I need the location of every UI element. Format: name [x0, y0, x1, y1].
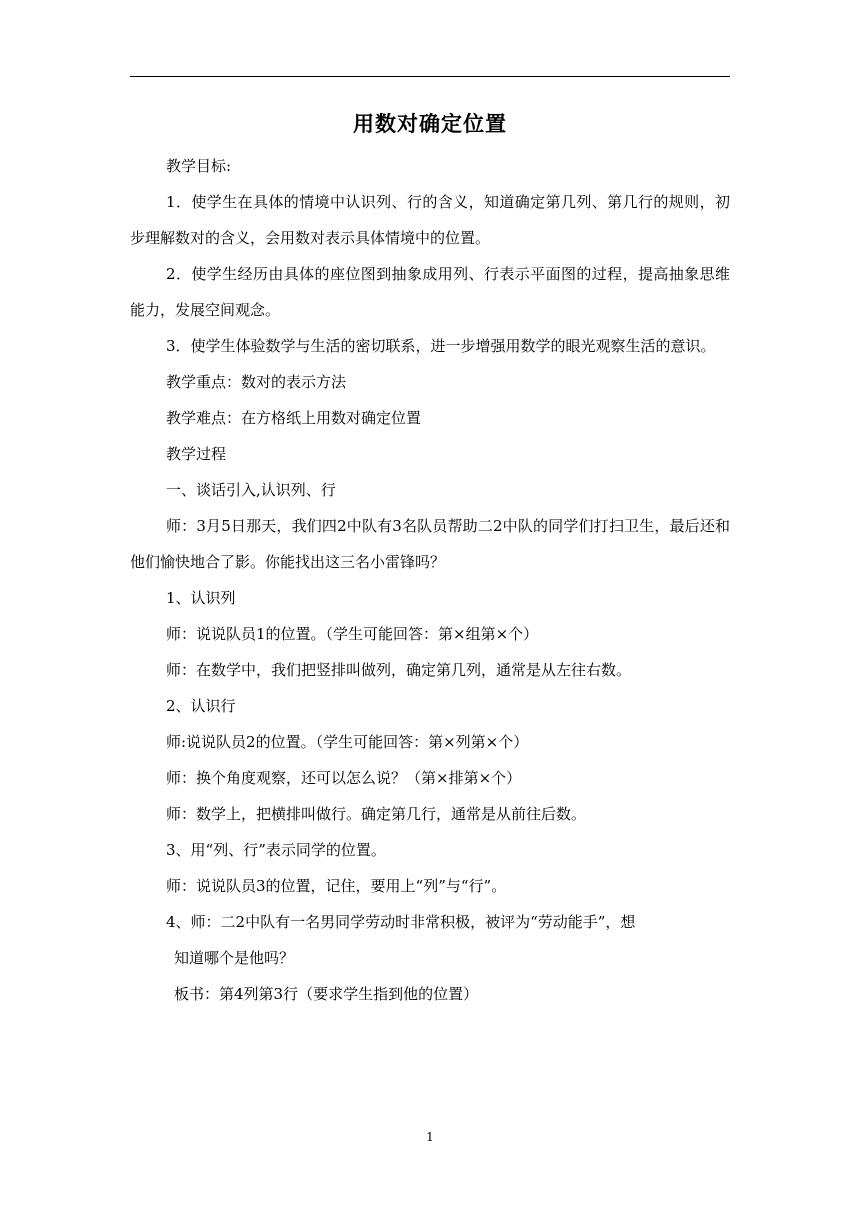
paragraph-section-1-heading: 一、谈话引入,认识列、行 [166, 481, 336, 499]
paragraph-objective-1: 1．使学生在具体的情境中认识列、行的含义，知道确定第几列、第几行的规则，初步理解数对的含义，会用数对表示具体情境中的位置。 [130, 193, 730, 247]
paragraph-teacher-intro: 师：3月5日那天，我们四2中队有3名队员帮助二2中队的同学们打扫卫生，最后还和他们愉快地合了影。你能找出这三名小雷锋吗？ [130, 517, 730, 571]
paragraph-teacher-labor-star-cont: 知道哪个是他吗？ [174, 949, 295, 967]
paragraph-teacher-member-3: 师：说说队员3的位置，记住，要用上“列”与“行”。 [166, 877, 507, 895]
paragraph-teacher-columns-def: 师：在数学中，我们把竖排叫做列，确定第几列，通常是从左往右数。 [166, 661, 632, 679]
paragraph-subheading-columns: 1、认识列 [166, 589, 236, 607]
paragraph-board-writing: 板书：第4列第3行（要求学生指到他的位置） [174, 985, 479, 1003]
paragraph-subheading-column-row: 3、用“列、行”表示同学的位置。 [166, 841, 386, 859]
document-body [130, 148, 730, 1012]
document-title: 用数对确定位置 [353, 112, 507, 136]
paragraph-teacher-labor-star: 4、师：二2中队有一名男同学劳动时非常积极，被评为“劳动能手”，想 [166, 913, 636, 931]
paragraph-teacher-another-angle: 师：换个角度观察，还可以怎么说？（第×排第×个） [166, 769, 522, 787]
paragraph-teacher-member-2: 师:说说队员2的位置。（学生可能回答：第×列第×个） [166, 733, 529, 751]
paragraph-objective-3: 3．使学生体验数学与生活的密切联系，进一步增强用数学的眼光观察生活的意识。 [166, 337, 716, 355]
paragraph-objective-2: 2．使学生经历由具体的座位图到抽象成用列、行表示平面图的过程，提高抽象思维能力，发展空间观念。 [130, 265, 730, 319]
header-rule [130, 76, 730, 77]
paragraph-key-point: 教学重点：数对的表示方法 [166, 373, 347, 391]
paragraph-process-heading: 教学过程 [166, 445, 227, 463]
paragraph-objectives-heading: 教学目标: [166, 157, 232, 175]
paragraph-teacher-rows-def: 师：数学上，把横排叫做行。确定第几行，通常是从前往后数。 [166, 805, 587, 823]
page-number: 1 [426, 1130, 434, 1144]
paragraph-teacher-member-1: 师：说说队员1的位置。（学生可能回答：第×组第×个） [166, 625, 539, 643]
paragraph-subheading-rows: 2、认识行 [166, 697, 236, 715]
paragraph-difficulty: 教学难点：在方格纸上用数对确定位置 [166, 409, 422, 427]
